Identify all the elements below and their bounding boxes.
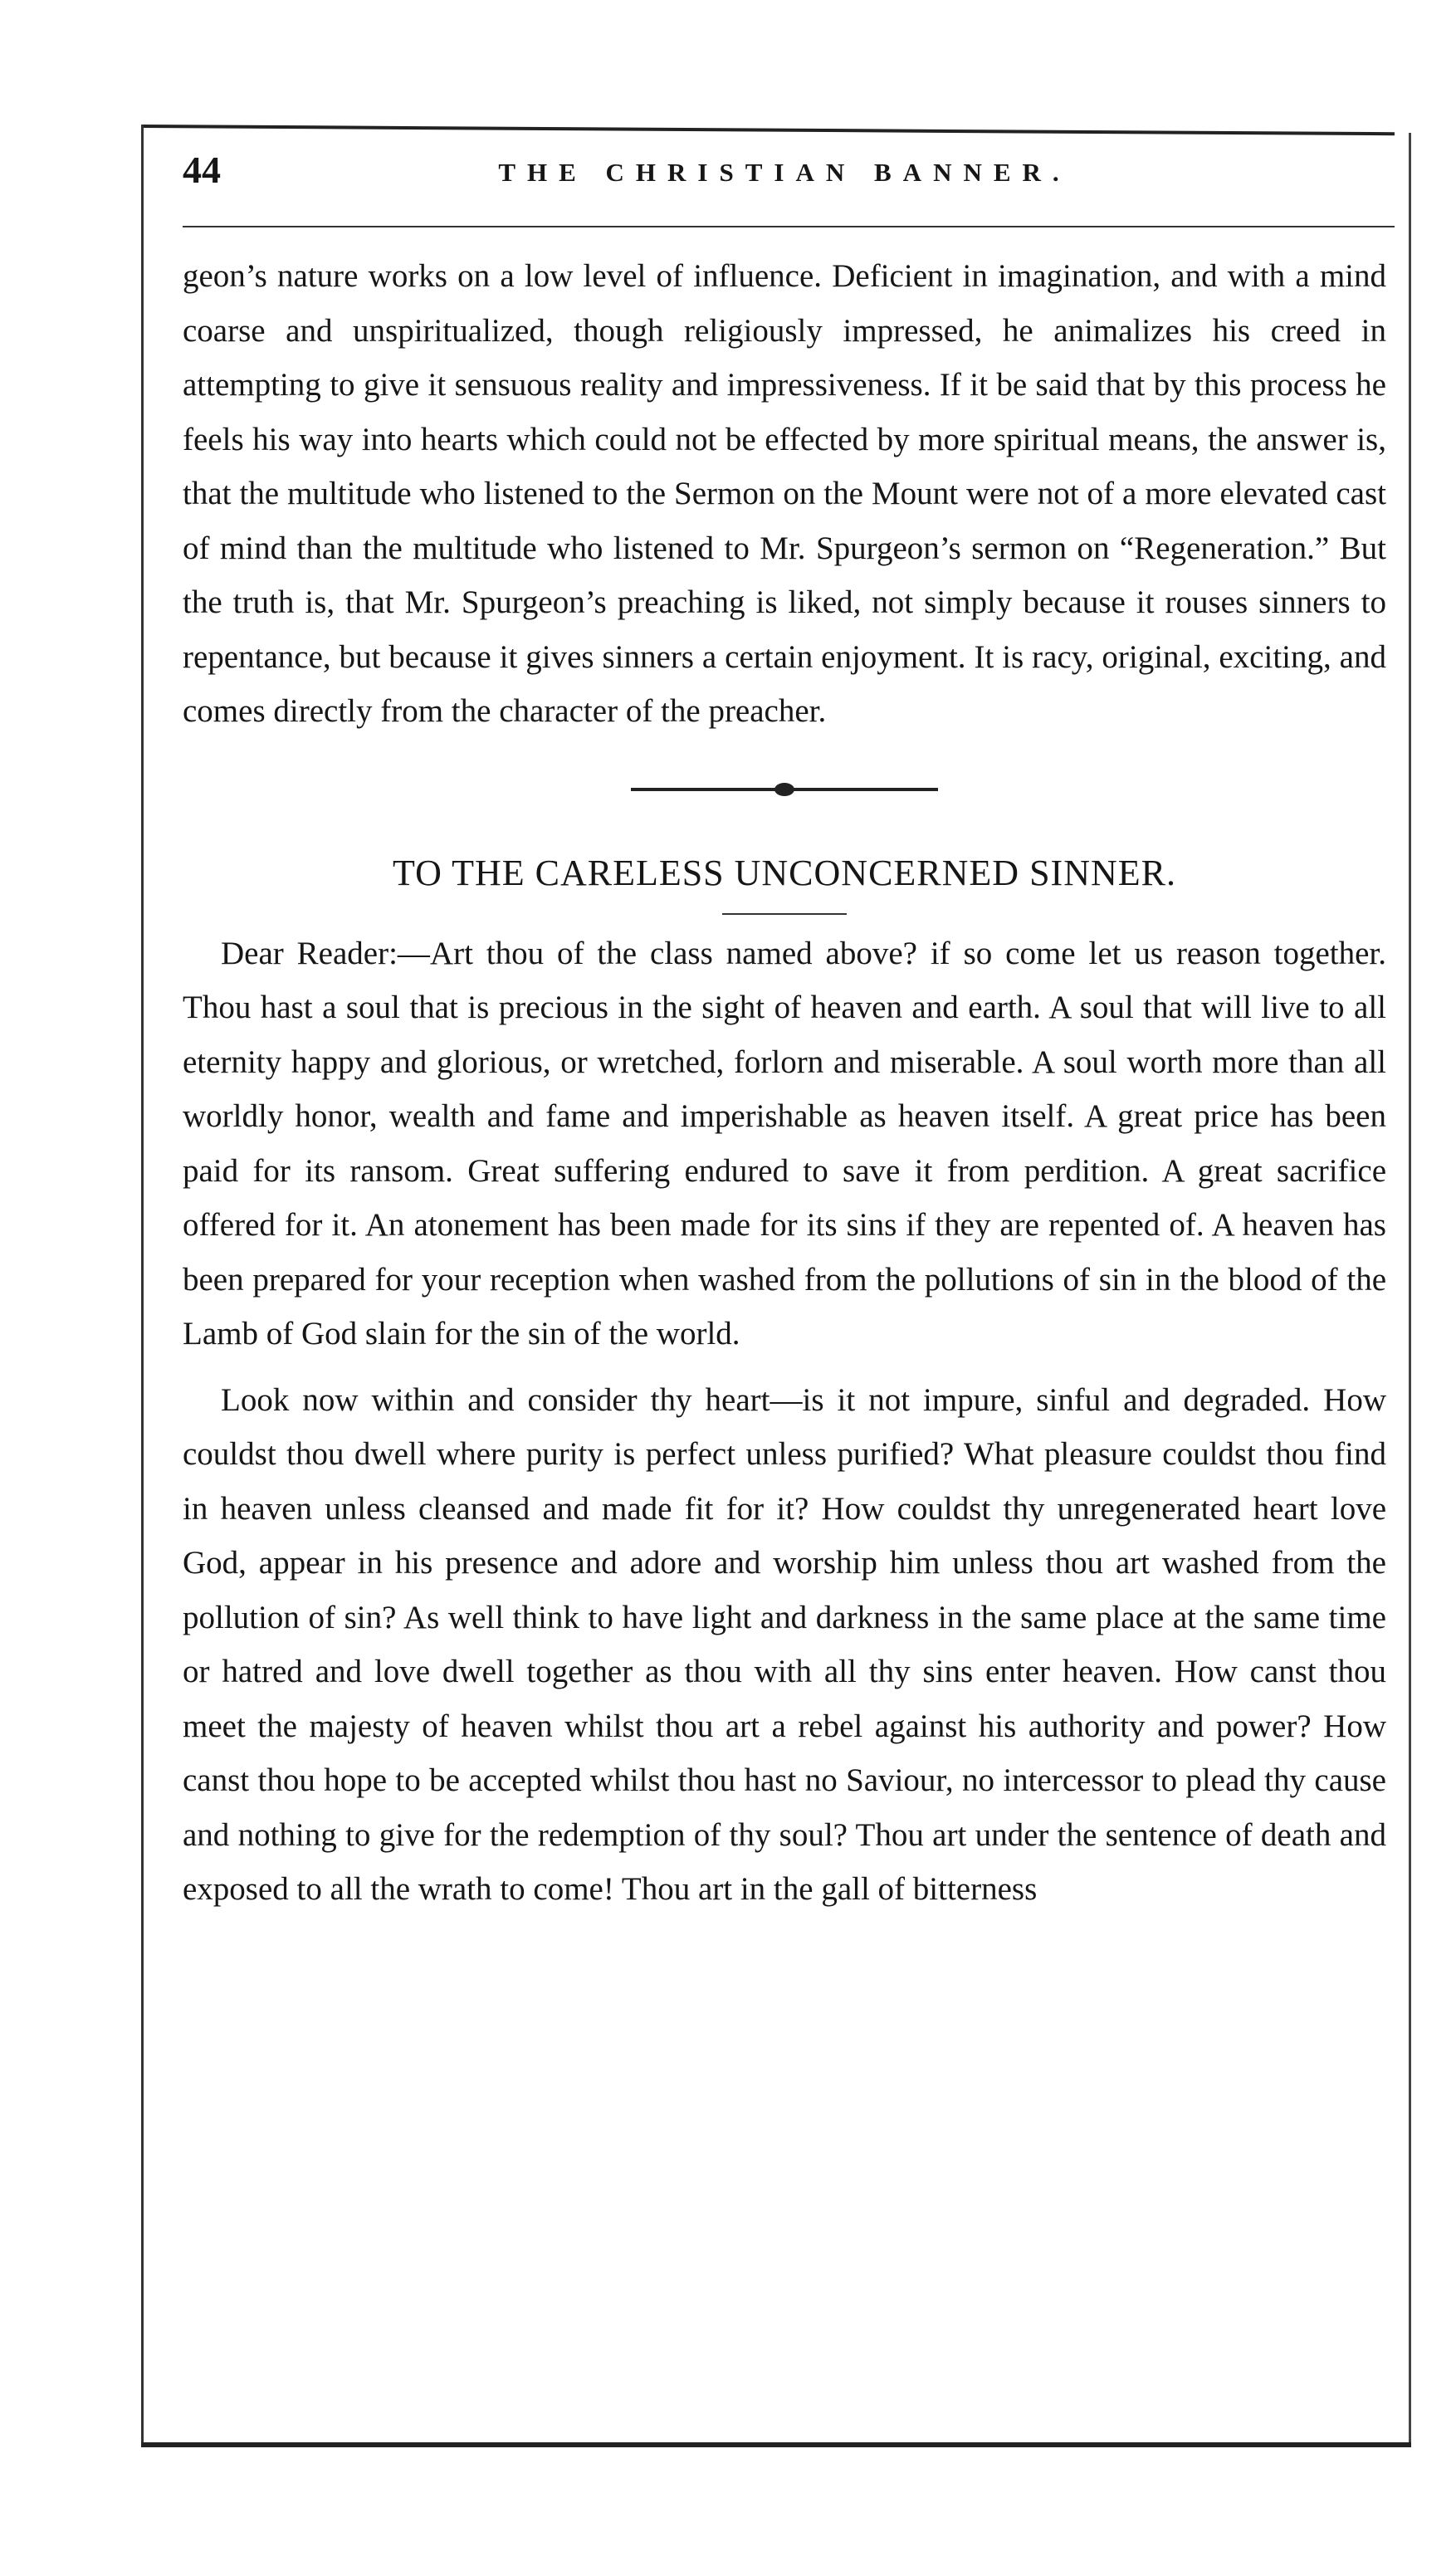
page-header (183, 148, 1386, 198)
printed-page (141, 125, 1411, 2474)
page-content (183, 249, 1386, 1917)
title-rule (722, 913, 847, 915)
article-paragraph-two: Look now within and consider thy heart—is it not impure, sinful and degraded. How couldst thou dwell where purity is perfect unless purified? What pleasure couldst thou find in heaven unless cleansed and made fit for it? How couldst thy unregenerated heart love God, appear in his presence and adore and worship him unless thou art washed from the pollution of sin? As well think to have light and darkness in the same place at the same time or hatred and love dwell together as thou with all thy sins enter heaven. How canst thou meet the majesty of heaven whilst thou art a rebel against his authority and power? How canst thou hope to be accepted whilst thou hast no Saviour, no intercessor to plead thy cause and nothing to give for the redemption of thy soul? Thou art under the sentence of death and exposed to all the wrath to come! Thou art in the gall of bitterness (183, 1381, 1386, 1907)
page-border-right (1409, 133, 1411, 2446)
page-border-left (141, 125, 144, 2446)
page-border-top (141, 125, 1395, 135)
header-rule (183, 226, 1395, 227)
page-border-bottom (141, 2442, 1411, 2447)
page-number: 44 (183, 149, 221, 191)
running-title: THE CHRISTIAN BANNER. (498, 158, 1071, 187)
continued-paragraph: geon’s nature works on a low level of influence. Deficient in imagination, and with a mind coarse and unspiritualized, though religiously impressed, he animalizes his creed in attempting to give it sensuous reality and impressiveness. If it be said that by this process he feels his way into hearts which could not be effected by more spiritual means, the answer is, that the multitude who listened to the Sermon on the Mount were not of a more elevated cast of mind than the multitude who listened to Mr. Spurgeon’s sermon on “Regeneration.” But the truth is, that Mr. Spurgeon’s preaching is liked, not simply because it rouses sinners to repentance, but because it gives sinners a certain enjoyment. It is racy, original, exciting, and comes directly from the character of the preacher. (183, 258, 1386, 729)
divider-ornament (774, 783, 794, 796)
article-title: TO THE CARELESS UNCONCERNED SINNER. (393, 852, 1176, 893)
section-divider (631, 779, 938, 800)
article-paragraph-one: Dear Reader:—Art thou of the class named above? if so come let us reason together. Thou hast a soul that is precious in the sight of heaven and earth. A soul that will live to all eternity happy and glorious, or wretched, forlorn and miserable. A soul worth more than all worldly honor, wealth and fame and imperishable as heaven itself. A great price has been paid for its ransom. Great suffering endured to save it from perdition. A great sacrifice offered for it. An atonement has been made for its sins if they are repented of. A heaven has been prepared for your reception when washed from the pollutions of sin in the blood of the Lamb of God slain for the sin of the world. (183, 935, 1386, 1351)
